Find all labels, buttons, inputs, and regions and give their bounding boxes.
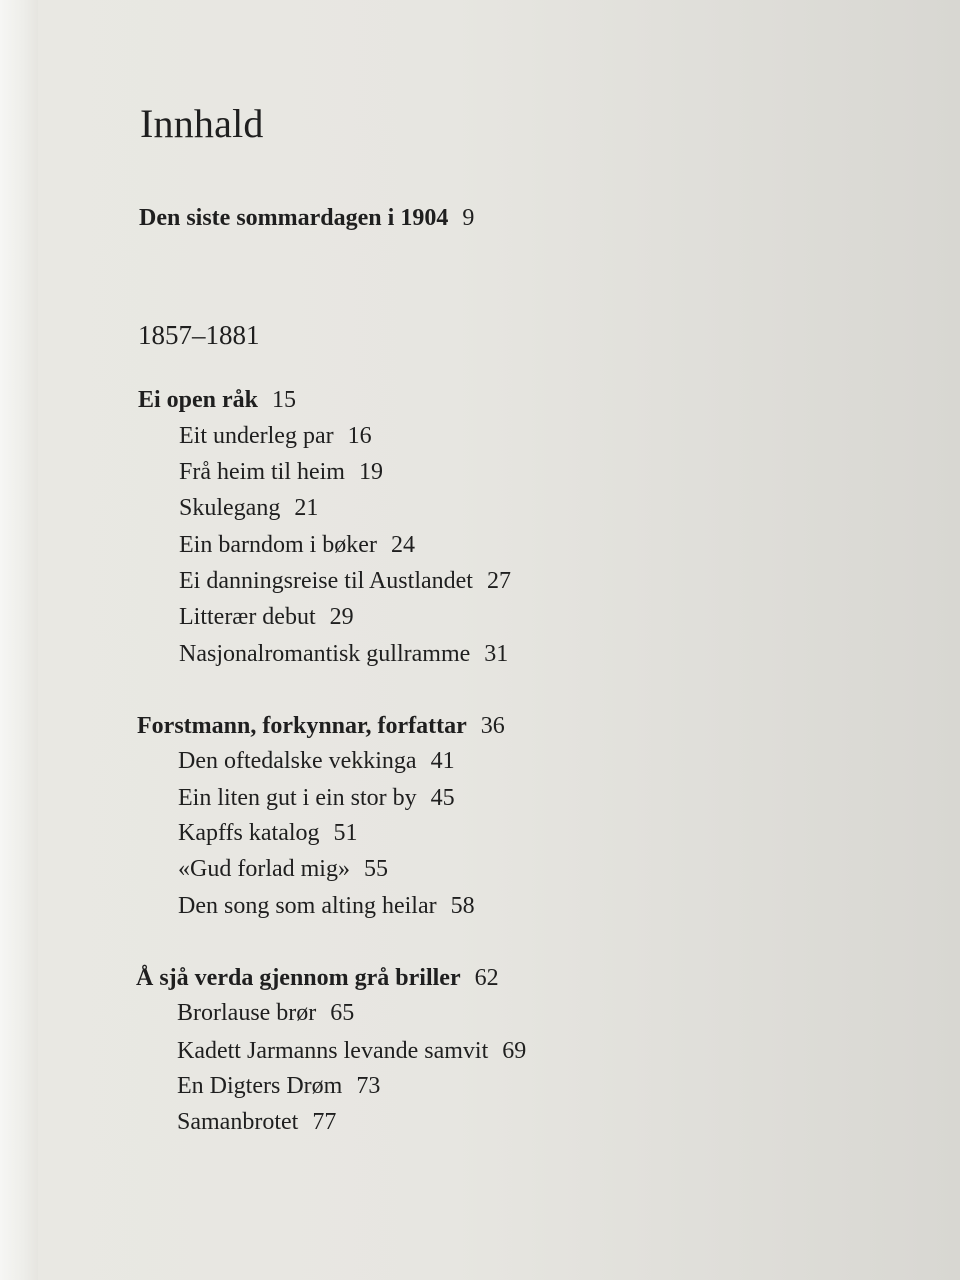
part-entry	[138, 384, 296, 416]
entry-page-number: 73	[356, 1073, 381, 1099]
entry-page-number: 31	[484, 641, 509, 667]
entry-label: Ein liten gut i ein stor by	[178, 785, 417, 811]
entry-label: Eit underleg par	[179, 423, 334, 449]
entry-label: Litterær debut	[179, 604, 316, 630]
entry-label: Frå heim til heim	[179, 459, 345, 485]
entry-page-number: 9	[462, 205, 475, 231]
chapter-entry	[178, 745, 455, 777]
chapter-entry	[179, 638, 508, 670]
entry-label: Den siste sommardagen i 1904	[139, 205, 449, 231]
chapter-entry	[179, 456, 383, 488]
entry-page-number: 51	[333, 820, 358, 846]
entry-page-number: 69	[502, 1038, 527, 1064]
entry-label: Brorlause brør	[177, 1000, 317, 1026]
entry-page-number: 58	[450, 893, 475, 919]
chapter-entry	[178, 853, 388, 885]
entry-label: Ei danningsreise til Austlandet	[179, 568, 473, 594]
chapter-entry	[179, 529, 415, 561]
entry-label: Å sjå verda gjennom grå briller	[136, 965, 461, 991]
entry-page-number: 65	[330, 1000, 355, 1026]
entry-page-number: 15	[272, 387, 297, 413]
entry-label: Den song som alting heilar	[178, 893, 437, 919]
part-entry	[136, 962, 499, 994]
prologue-entry	[139, 202, 474, 234]
entry-label: Skulegang	[179, 495, 281, 521]
entry-page-number: 36	[480, 713, 505, 739]
period-heading: 1857–1881	[138, 320, 260, 350]
entry-label: «Gud forlad mig»	[178, 856, 350, 882]
entry-label: En Digters Drøm	[177, 1073, 343, 1099]
chapter-entry	[178, 817, 358, 849]
entry-label: Nasjonalromantisk gullramme	[179, 641, 471, 667]
entry-label: Kadett Jarmanns levande samvit	[177, 1038, 489, 1064]
chapter-entry	[178, 890, 475, 922]
part-entry	[137, 710, 505, 742]
chapter-entry	[179, 565, 511, 597]
entry-page-number: 21	[294, 495, 319, 521]
chapter-entry	[178, 782, 455, 814]
entry-page-number: 16	[347, 423, 372, 449]
chapter-entry	[179, 601, 354, 633]
entry-page-number: 19	[358, 459, 383, 485]
entry-page-number: 55	[363, 856, 388, 882]
entry-label: Samanbrotet	[177, 1109, 299, 1135]
entry-page-number: 62	[474, 965, 499, 991]
entry-label: Den oftedalske vekkinga	[178, 748, 417, 774]
entry-page-number: 27	[486, 568, 511, 594]
entry-label: Ein barndom i bøker	[179, 532, 377, 558]
entry-page-number: 45	[430, 785, 455, 811]
entry-page-number: 41	[430, 748, 455, 774]
entry-page-number: 29	[329, 604, 354, 630]
chapter-entry	[177, 1035, 526, 1067]
entry-page-number: 77	[312, 1109, 337, 1135]
chapter-entry	[179, 420, 372, 452]
chapter-entry	[177, 1070, 380, 1102]
entry-label: Ei open råk	[138, 387, 259, 413]
entry-label: Kapffs katalog	[178, 820, 320, 846]
entry-label: Forstmann, forkynnar, forfattar	[137, 713, 467, 739]
chapter-entry	[179, 492, 318, 524]
page-title: Innhald	[140, 101, 264, 146]
chapter-entry	[177, 1106, 336, 1138]
chapter-entry	[177, 997, 354, 1029]
entry-page-number: 24	[390, 532, 415, 558]
